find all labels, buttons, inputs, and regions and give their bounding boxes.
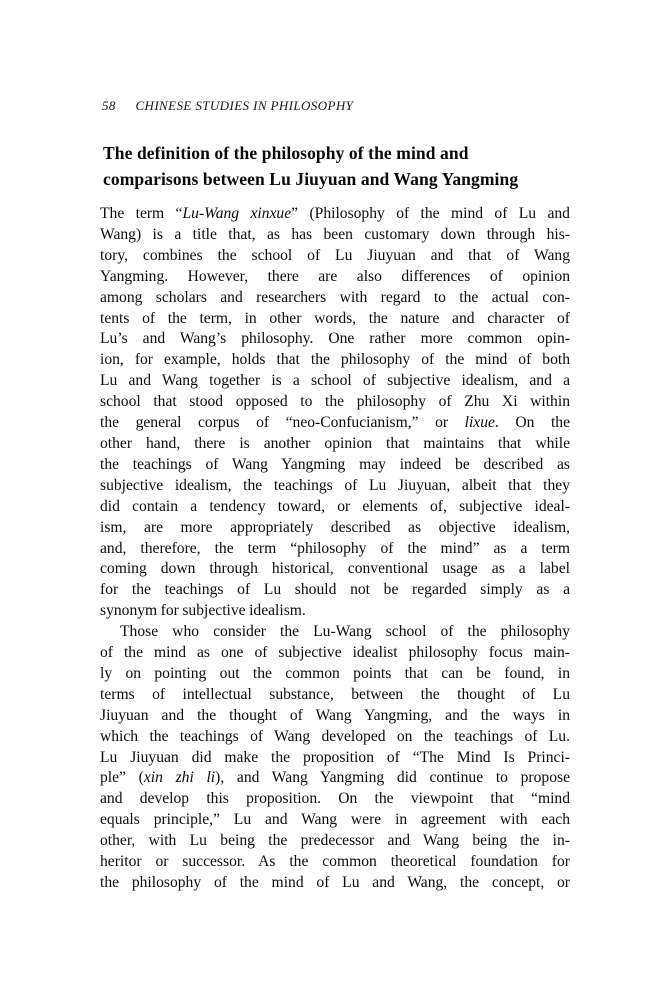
body-line — [100, 392, 570, 413]
page-number: 58 — [102, 98, 116, 113]
italic-text-segment: lixue — [464, 414, 495, 432]
text-segment: tents of the term, in other words, the nature and character of — [100, 309, 570, 327]
running-title: CHINESE STUDIES IN PHILOSOPHY — [135, 98, 354, 113]
text-segment: subjective idealism, the teachings of Lu Jiuyuan, albeit that they — [100, 476, 570, 494]
body-text — [100, 204, 570, 894]
text-segment: The term “ — [100, 205, 183, 222]
text-segment: the general corpus of “neo-Confucianism,” or — [100, 414, 465, 432]
text-segment: school that stood opposed to the philosophy of Zhu Xi within — [100, 393, 570, 411]
italic-text-segment: xin zhi li — [143, 769, 216, 787]
italic-text-segment: Lu-Wang xinxue — [182, 205, 292, 222]
body-line — [100, 748, 570, 769]
body-line — [100, 685, 570, 706]
body-line — [100, 664, 570, 685]
text-segment: ), and Wang Yangming did continue to propose — [215, 769, 570, 787]
text-segment: Yangming. However, there are also differences of opinion — [100, 267, 570, 285]
body-line — [100, 350, 570, 371]
body-line — [100, 309, 570, 330]
text-segment: Lu and Wang together is a school of subjective idealism, and a — [100, 372, 570, 390]
section-heading-line-1: The definition of the philosophy of the mind and — [103, 143, 469, 163]
text-segment: ly on pointing out the common points that can be found, in — [100, 664, 570, 682]
body-line — [100, 371, 570, 392]
running-header — [102, 98, 572, 114]
text-segment: Lu’s and Wang’s philosophy. One rather more common opin- — [100, 330, 570, 348]
text-segment: Jiuyuan and the thought of Wang Yangming, and the ways in — [100, 706, 570, 724]
body-line — [100, 706, 570, 727]
text-segment: for the teachings of Lu should not be regarded simply as a — [100, 581, 570, 599]
text-segment: Those who consider the Lu-Wang school of the philosophy — [120, 623, 570, 641]
text-segment: ism, are more appropriately described as objective idealism, — [100, 518, 570, 536]
text-segment: and, therefore, the term “philosophy of the mind” as a term — [100, 539, 570, 557]
text-segment: tory, combines the school of Lu Jiuyuan and that of Wang — [100, 246, 570, 264]
body-line — [100, 246, 570, 267]
text-segment: ” (Philosophy of the mind of Lu and — [291, 205, 570, 222]
text-segment: which the teachings of Wang developed on the teachings of Lu. — [100, 727, 570, 745]
body-line — [100, 225, 570, 246]
text-segment: ion, for example, holds that the philosophy of the mind of both — [100, 351, 570, 369]
body-line — [100, 727, 570, 748]
text-segment: ple” ( — [100, 769, 144, 787]
text-segment: the teachings of Wang Yangming may indeed be described as — [100, 455, 570, 473]
text-segment: other hand, there is another opinion that maintains that while — [100, 434, 570, 452]
text-segment: of the mind as one of subjective idealist philosophy focus main- — [100, 644, 570, 662]
body-line — [100, 539, 570, 560]
body-line — [100, 559, 570, 580]
text-segment: coming down through historical, conventional usage as a label — [100, 560, 570, 578]
body-line — [100, 852, 570, 873]
text-segment: terms of intellectual substance, between the thought of Lu — [100, 685, 570, 703]
body-line — [100, 497, 570, 518]
body-line — [100, 476, 570, 497]
text-segment: did contain a tendency toward, or elements of, subjective ideal- — [100, 497, 570, 515]
text-segment: Wang) is a title that, as has been customary down through his- — [100, 225, 570, 243]
text-segment: other, with Lu being the predecessor and Wang being the in- — [100, 832, 570, 850]
text-segment: Lu Jiuyuan did make the proposition of “The Mind Is Princi- — [100, 748, 570, 766]
text-segment: heritor or successor. As the common theoretical foundation for — [100, 853, 570, 871]
body-line — [100, 768, 570, 789]
body-line — [100, 518, 570, 539]
body-line — [100, 329, 570, 350]
section-heading — [103, 140, 573, 192]
body-line — [100, 288, 570, 309]
body-line — [100, 643, 570, 664]
body-line — [100, 873, 570, 894]
section-heading-line-2: comparisons between Lu Jiuyuan and Wang Yangming — [103, 169, 519, 189]
body-line — [100, 413, 570, 434]
body-line — [100, 831, 570, 852]
body-line — [100, 434, 570, 455]
body-line — [100, 622, 570, 643]
body-line — [100, 455, 570, 476]
text-segment: . On the — [494, 414, 570, 432]
body-line — [100, 789, 570, 810]
text-segment: equals principle,” Lu and Wang were in agreement with each — [100, 811, 570, 829]
text-segment: the philosophy of the mind of Lu and Wang, the concept, or — [100, 874, 570, 891]
text-segment: synonym for subjective idealism. — [100, 602, 306, 620]
body-line — [100, 810, 570, 831]
body-line — [100, 601, 570, 622]
text-segment: among scholars and researchers with regard to the actual con- — [100, 288, 570, 306]
body-line — [100, 267, 570, 288]
text-segment: and develop this proposition. On the viewpoint that “mind — [100, 790, 570, 808]
body-line — [100, 580, 570, 601]
body-line — [100, 204, 570, 225]
